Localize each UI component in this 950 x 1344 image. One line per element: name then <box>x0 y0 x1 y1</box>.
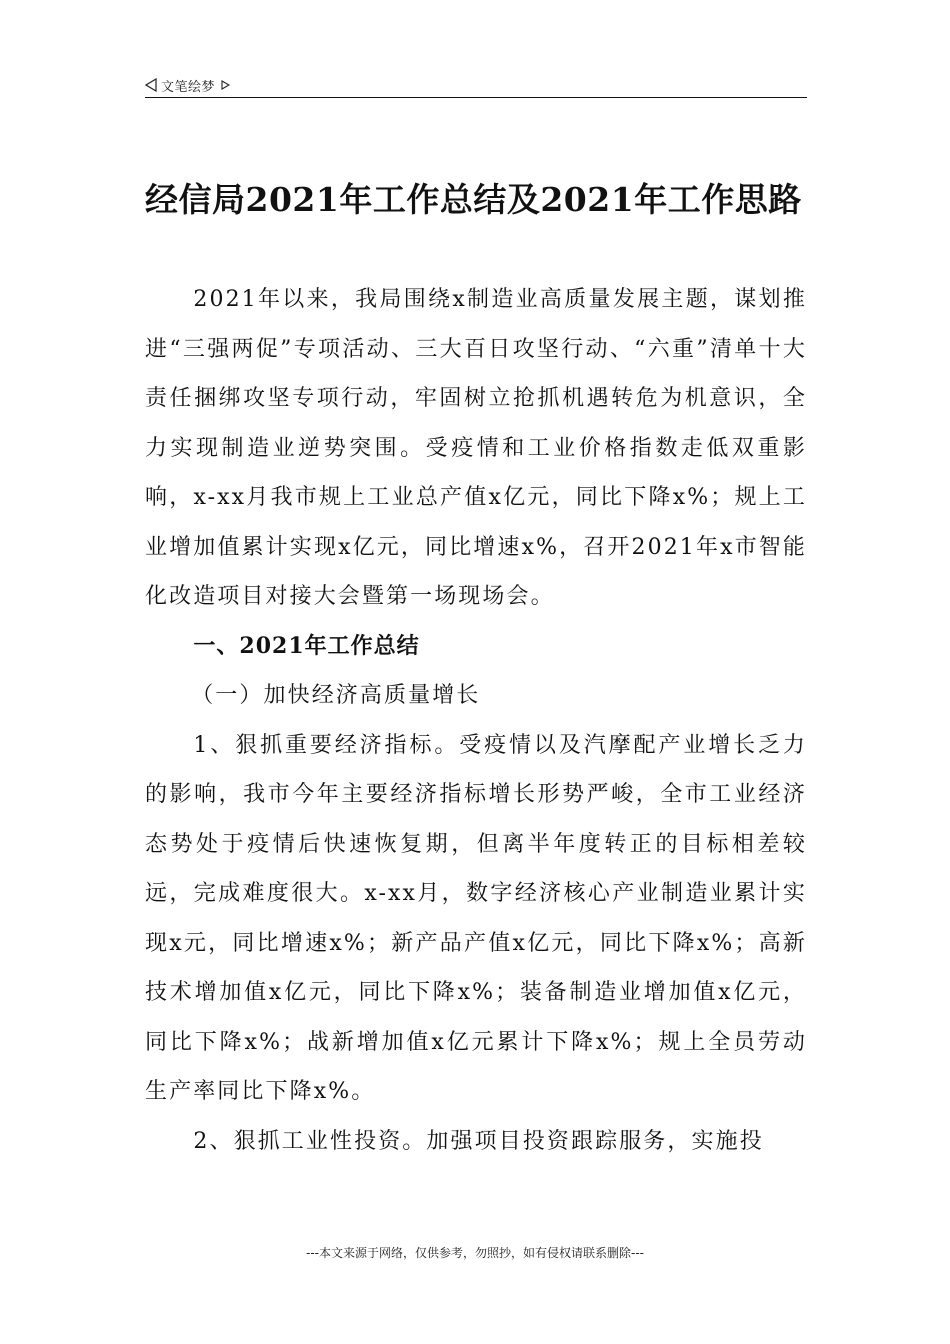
triangle-right-icon <box>221 80 230 90</box>
footer-disclaimer: ---本文来源于网络，仅供参考，勿照抄，如有侵权请联系删除--- <box>306 1246 644 1260</box>
document-body <box>145 275 807 1166</box>
header-divider <box>145 97 807 98</box>
document-title: 经信局2021年工作总结及2021年工作思路 <box>145 180 802 219</box>
subsection-heading: （一）加快经济高质量增长 <box>191 683 481 708</box>
item-paragraph-2: 2、狠抓工业性投资。加强项目投资跟踪服务，实施投 <box>193 1128 764 1154</box>
header-brand <box>145 74 230 96</box>
triangle-left-icon <box>145 78 157 92</box>
section-heading: 一、2021年工作总结 <box>193 632 420 659</box>
intro-paragraph: 2021年以来，我局围绕x制造业高质量发展主题，谋划推进“三强两促”专项活动、三大百日攻坚行动、“六重”清单十大责任捆绑攻坚专项行动，牢固树立抢抓机遇转危为机意识，全力实现制造业逆势突围。受疫情和工业价格指数走低双重影响，x-xx月我市规上工业总产值x亿元，同比下降x%；规上工业增加值累计实现x亿元，同比增速x%，召开2021年x市智能化改造项目对接大会暨第一场现场会。 <box>145 287 807 609</box>
brand-name: 文笔绘梦 <box>161 79 216 95</box>
item-paragraph-1: 1、狠抓重要经济指标。受疫情以及汽摩配产业增长乏力的影响，我市今年主要经济指标增长形势严峻，全市工业经济态势处于疫情后快速恢复期，但离半年度转正的目标相差较远，完成难度很大。x-xx月，数字经济核心产业制造业累计实现x元，同比增速x%；新产品产值x亿元，同比下降x%；高新技术增加值x亿元，同比下降x%；装备制造业增加值x亿元，同比下降x%；战新增加值x亿元累计下降x%；规上全员劳动生产率同比下降x%。 <box>145 732 807 1104</box>
